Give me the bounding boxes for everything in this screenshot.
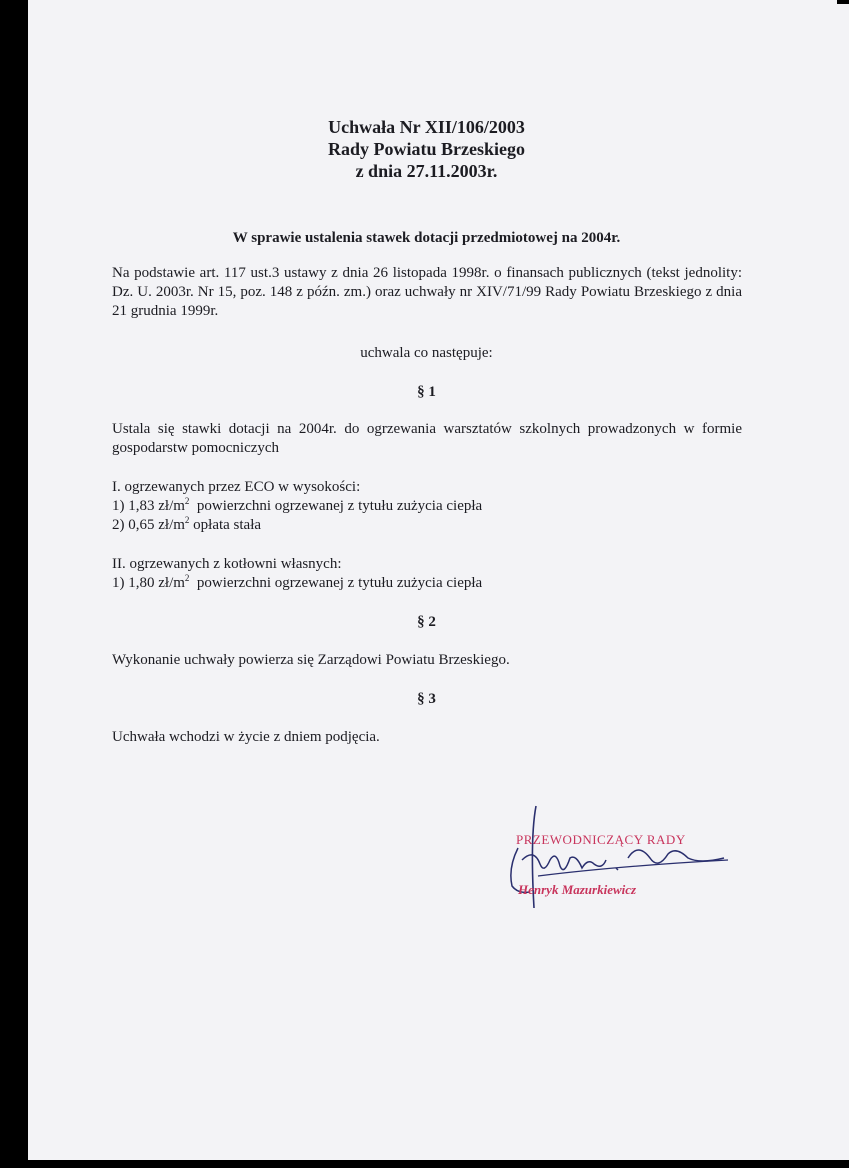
group-2 <box>112 555 482 593</box>
section-3-text: Uchwała wchodzi w życie z dniem podjęcia. <box>112 729 380 745</box>
signature-graphic <box>478 798 758 918</box>
rate-description: opłata stała <box>189 517 262 533</box>
stamp-title: PRZEWODNICZĄCY RADY <box>516 832 686 847</box>
resolution-header <box>28 116 825 182</box>
rate-text: 1) 1,80 zł/m <box>112 575 185 591</box>
resolves-line: uchwala co następuje: <box>360 345 493 361</box>
document-page <box>28 0 849 1160</box>
superscript: 2 <box>184 515 190 525</box>
section-2-heading: § 2 <box>417 614 436 630</box>
group-1-label: I. ogrzewanych przez ECO w wysokości: <box>112 479 361 495</box>
superscript: 2 <box>184 573 190 583</box>
stamp-name: Henryk Mazurkiewicz <box>518 882 637 897</box>
rate-description: powierzchni ogrzewanej z tytułu zużycia ciepła <box>189 575 483 591</box>
group-1-item-2 <box>112 516 482 535</box>
rate-description: powierzchni ogrzewanej z tytułu zużycia ciepła <box>189 498 483 514</box>
scan-corner <box>837 0 849 4</box>
group-2-item-1 <box>112 574 482 593</box>
preamble-paragraph: Na podstawie art. 117 ust.3 ustawy z dnia 26 listopada 1998r. o finansach publicznych (tekst jednolity: Dz. U. 2003r. Nr 15, poz. 148 z późn. zm.) oraz uchwały nr XIV/71/99 Rady Powiatu Brzeskiego z dnia 21 grudnia 1999r. <box>112 265 742 319</box>
section-3-heading: § 3 <box>417 691 436 707</box>
group-2-label: II. ogrzewanych z kotłowni własnych: <box>112 556 342 572</box>
chairman-stamp <box>478 798 758 918</box>
section-1-heading: § 1 <box>417 384 436 400</box>
council-name: Rady Powiatu Brzeskiego <box>328 139 525 159</box>
resolution-date: z dnia 27.11.2003r. <box>355 161 498 181</box>
group-1 <box>112 478 482 535</box>
rate-text: 2) 0,65 zł/m <box>112 517 185 533</box>
superscript: 2 <box>184 496 190 506</box>
section-2-text: Wykonanie uchwały powierza się Zarządowi Powiatu Brzeskiego. <box>112 652 510 668</box>
resolution-subject: W sprawie ustalenia stawek dotacji przedmiotowej na 2004r. <box>232 230 621 246</box>
resolution-number: Uchwała Nr XII/106/2003 <box>328 117 525 137</box>
section-1-intro: Ustala się stawki dotacji na 2004r. do ogrzewania warsztatów szkolnych prowadzonych w formie gospodarstw pomocniczych <box>112 421 742 456</box>
group-1-item-1 <box>112 497 482 516</box>
rate-text: 1) 1,83 zł/m <box>112 498 185 514</box>
